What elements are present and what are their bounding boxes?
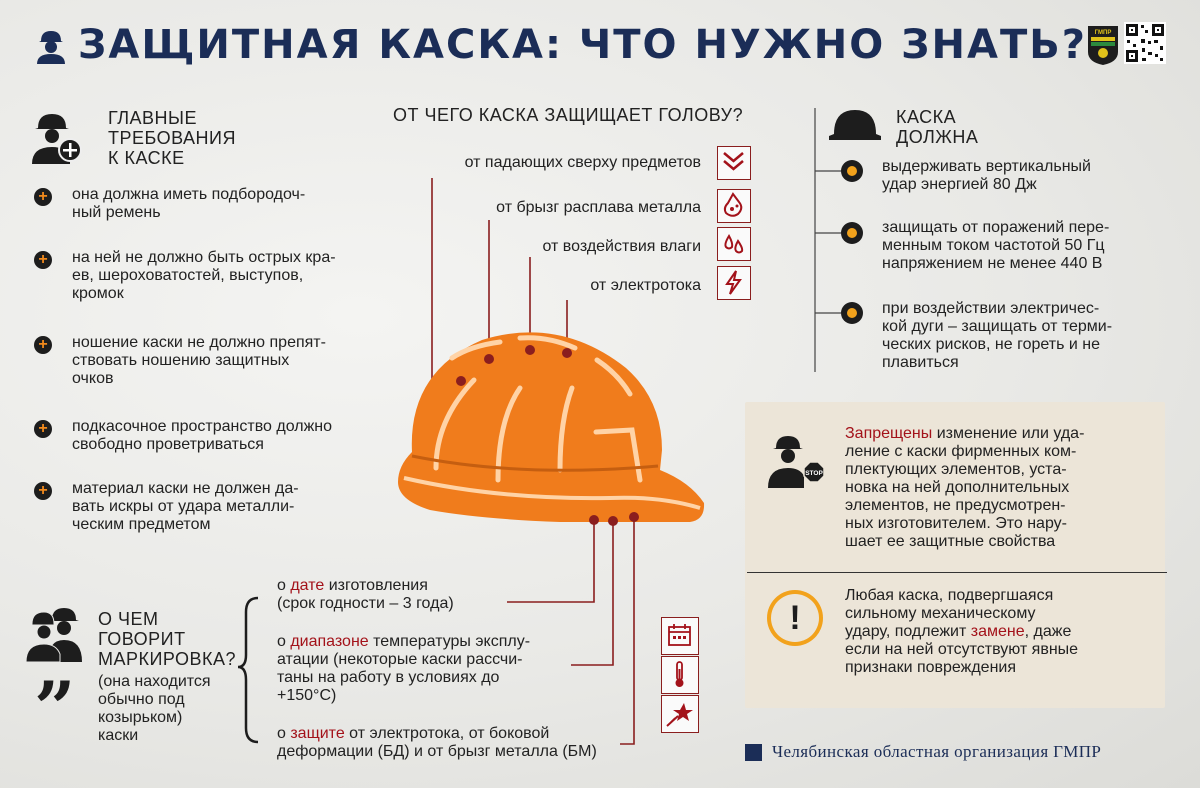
marking-note: (она находится обычно под козырьком) каски (98, 673, 211, 744)
quote-icon: ” (34, 665, 76, 750)
marking-heading (98, 609, 236, 669)
plus-bullet-icon: + (34, 420, 52, 438)
requirements-heading-line: ГЛАВНЫЕ (108, 108, 197, 128)
footer-square-icon (745, 744, 762, 761)
replace-keyword: замене (970, 623, 1025, 640)
must-item: защищать от поражений пере- менным током частотой 50 Гц напряжением не менее 440 В (882, 219, 1110, 272)
lightning-icon (717, 266, 751, 300)
panel-divider (747, 572, 1167, 573)
plus-bullet-icon: + (34, 482, 52, 500)
requirement-text: на ней не должно быть острых кра- ев, шероховатостей, выступов, кромок (72, 249, 336, 302)
requirement-text: материал каски не должен да- вать искры от удара металли- ческим предметом (72, 480, 299, 533)
requirement-text: ношение каски не должно препят- ствовать ношению защитных очков (72, 334, 326, 387)
footer-text: Челябинская областная организация ГМПР (772, 742, 1102, 761)
protects-item-moisture: от воздействия влаги (542, 238, 701, 255)
worker-stop-icon (768, 432, 828, 490)
gmpr-logo-text: ГМПР (1094, 30, 1112, 36)
marking-item-protection: о защите от электротока, от боковой деформации (БД) и от брызг металла (БМ) (277, 725, 597, 760)
marking-item-range: о диапазоне температуры эксплу- атации (некоторые каски рассчи- таны на работу в условиях до +150°С) (277, 633, 531, 704)
protects-item-falling: от падающих сверху предметов (464, 154, 701, 171)
water-drops-icon (717, 227, 751, 261)
must-bullet-icon (841, 222, 863, 244)
metal-splash-icon (717, 189, 751, 223)
requirements-heading-line: К КАСКЕ (108, 148, 185, 168)
requirement-text: она должна иметь подбородоч- ный ремень (72, 186, 306, 221)
must-heading (896, 107, 978, 147)
marking-item-date: о дате изготовления (срок годности – 3 года) (277, 577, 454, 612)
must-item: выдерживать вертикальный удар энергией 80 Дж (882, 158, 1091, 193)
prohibited-text: Запрещены изменение или уда- ление с каски фирменных ком- плектующих элементов, уста- новка на ней дополнительных элементов, не предусмотрен- ных изготовителем. Это нару- шает ее защитные свойства (845, 425, 1085, 550)
marking-heading-line: ГОВОРИТ (98, 629, 186, 649)
must-bullet-icon (841, 302, 863, 324)
plus-bullet-icon: + (34, 336, 52, 354)
protects-item-electric: от электротока (590, 277, 701, 294)
calendar-icon (661, 617, 699, 655)
marking-heading-line: О ЧЕМ (98, 609, 159, 629)
falling-objects-icon (717, 146, 751, 180)
protects-item-metal: от брызг расплава металла (496, 199, 701, 216)
marking-heading-line: МАРКИРОВКА? (98, 649, 237, 669)
exclamation-icon: ! (767, 590, 823, 646)
must-heading-line: КАСКА (896, 107, 957, 127)
stop-sign-text: STOP (805, 470, 823, 477)
requirement-text: подкасочное пространство должно свободно проветриваться (72, 418, 333, 453)
protects-heading: ОТ ЧЕГО КАСКА ЗАЩИЩАЕТ ГОЛОВУ? (393, 105, 744, 125)
workers-icon (26, 604, 86, 662)
requirements-heading-line: ТРЕБОВАНИЯ (108, 128, 236, 148)
must-item: при воздействии электричес- кой дуги – защищать от терми- ческих рисков, не гореть и не плавиться (882, 300, 1113, 371)
thermometer-icon (661, 656, 699, 694)
must-heading-line: ДОЛЖНА (896, 127, 979, 147)
plus-bullet-icon: + (34, 188, 52, 206)
helmet-icon (828, 106, 882, 142)
prohibited-keyword: Запрещены (845, 425, 933, 442)
replace-text: Любая каска, подвергшаяся сильному механическому удару, подлежит замене, даже если на ней отсутствуют явные признаки повреждения (845, 587, 1079, 676)
must-bullet-icon (841, 160, 863, 182)
spark-hit-icon (661, 695, 699, 733)
plus-bullet-icon: + (34, 251, 52, 269)
page-title: ЗАЩИТНАЯ КАСКА: ЧТО НУЖНО ЗНАТЬ? (78, 22, 1087, 68)
